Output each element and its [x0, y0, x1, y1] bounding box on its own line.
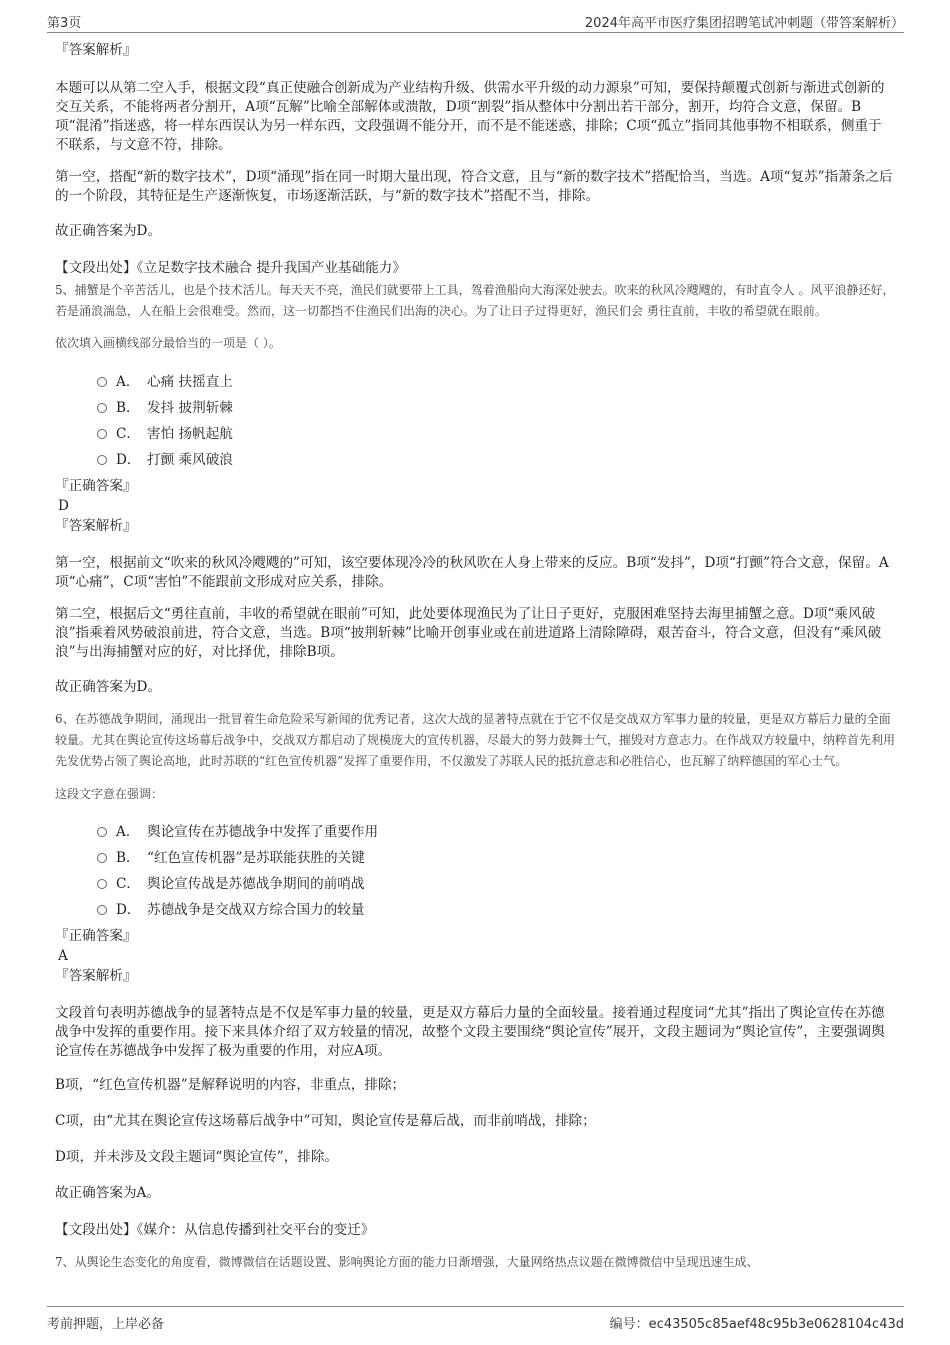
q5-correct-tag: 『正确答案』: [55, 478, 137, 494]
q4-analysis-tag: 『答案解析』: [55, 42, 137, 58]
q6-option-a[interactable]: A． 舆论宣传在苏德战争中发挥了重要作用: [97, 819, 895, 845]
footer-slogan: 考前押题，上岸必备: [47, 1317, 165, 1332]
radio-icon[interactable]: [97, 827, 107, 837]
radio-icon[interactable]: [97, 429, 107, 439]
radio-icon[interactable]: [97, 455, 107, 465]
page-number: 第3页: [47, 16, 82, 31]
q6-analysis-d: D项，并未涉及文段主题词“舆论宣传”，排除。: [55, 1149, 339, 1165]
q5-option-b[interactable]: B． 发抖 披荆斩棘: [97, 395, 895, 421]
q4-analysis-p2: 第一空，搭配“新的数字技术”，D项“涌现”指在同一时期大量出现，符合文意，且与“新的数字技术”搭配恰当，当选。A项“复苏”指萧条之后的一个阶段，其特征是生产逐渐恢复，市场逐渐活跃，与“新的数字技术”搭配不当，排除。: [55, 169, 893, 204]
q5-analysis-p2: 第二空，根据后文“勇往直前，丰收的希望就在眼前”可知，此处要体现渔民为了让日子更好，克服困难坚持去海里捕蟹之意。D项“乘风破浪”指乘着风势破浪前进，符合文意，当选。B项“披荆斩棘”比喻开创事业或在前进道路上清除障碍，艰苦奋斗，符合文意，但没有“乘风破浪”与出海捕蟹对应的好，对比择优，排除B项。: [55, 606, 882, 660]
q5-correct-answer: D: [58, 498, 69, 514]
radio-icon[interactable]: [97, 905, 107, 915]
q5-option-a[interactable]: A． 心痛 扶摇直上: [97, 369, 895, 395]
q6-options: [97, 819, 895, 923]
q6-analysis-b: B项，“红色宣传机器”是解释说明的内容，非重点，排除；: [55, 1077, 406, 1093]
radio-icon[interactable]: [97, 403, 107, 413]
q6-conclusion: 故正确答案为A。: [55, 1185, 160, 1201]
radio-icon[interactable]: [97, 879, 107, 889]
q4-analysis-p1: 本题可以从第二空入手，根据文段“真正使融合创新成为产业结构升级、供需水平升级的动力源泉”可知，要保持颠覆式创新与渐进式创新的交互关系，不能将两者分割开，A项“瓦解”比喻全部解体或溃散，D项“割裂”指从整体中分割出若干部分，割开，均符合文意，保留。B项“混淆”指迷惑，将一样东西误认为另一样东西，文段强调不能分开，而不是不能迷惑，排除；C项“孤立”指同其他事物不相联系，侧重于不联系，与文意不符，排除。: [55, 80, 885, 153]
page-footer: [47, 1306, 904, 1331]
q5-prompt: 依次填入画横线部分最恰当的一项是（ ）。: [55, 336, 281, 350]
q5-option-d[interactable]: D． 打颤 乘风破浪: [97, 447, 895, 473]
q7-stem: 7、从舆论生态变化的角度看，微博微信在话题设置、影响舆论方面的能力日渐增强，大量网络热点议题在微博微信中呈现迅速生成、: [55, 1255, 759, 1269]
q6-correct-answer: A: [58, 948, 68, 964]
q6-prompt: 这段文字意在强调：: [55, 787, 164, 801]
footer-doc-id: 编号：ec43505c85aef48c95b3e0628104c43d: [609, 1317, 904, 1332]
q6-analysis-tag: 『答案解析』: [55, 968, 137, 984]
q6-option-d[interactable]: D． 苏德战争是交战双方综合国力的较量: [97, 897, 895, 923]
page-header: [47, 10, 904, 33]
q5-option-c[interactable]: C． 害怕 扬帆起航: [97, 421, 895, 447]
q5-analysis-tag: 『答案解析』: [55, 518, 137, 534]
radio-icon[interactable]: [97, 853, 107, 863]
q5-stem: 5、捕蟹是个辛苦活儿，也是个技术活儿。每天天不亮，渔民们就要带上工具，驾着渔船向大海深处驶去。吹来的秋风冷飕飕的，有时直令人 。风平浪静还好，若是涌浪湍急，人在船上会很难受。然而，这一切都挡不住渔民们出海的决心。为了让日子过得更好，渔民们会 勇往直前，丰收的希望就在眼前。: [55, 283, 895, 318]
q5-conclusion: 故正确答案为D。: [55, 679, 162, 695]
q6-analysis-c: C项，由“尤其在舆论宣传这场幕后战争中”可知，舆论宣传是幕后战，而非前哨战，排除；: [55, 1113, 596, 1129]
q6-option-b[interactable]: B． “红色宣传机器”是苏联能获胜的关键: [97, 845, 895, 871]
q6-correct-tag: 『正确答案』: [55, 928, 137, 944]
q6-stem: 6、在苏德战争期间，涌现出一批冒着生命危险采写新闻的优秀记者，这次大战的显著特点就在于它不仅是交战双方军事力量的较量，更是双方幕后力量的全面较量。尤其在舆论宣传这场幕后战争中，交战双方都启动了规模庞大的宣传机器，尽最大的努力鼓舞士气，摧毁对方意志力。在作战双方较量中，纳粹首先利用先发优势占领了舆论高地，此时苏联的“红色宣传机器”发挥了重要作用，不仅激发了苏联人民的抵抗意志和必胜信心，也瓦解了纳粹德国的军心士气。: [55, 712, 896, 768]
q5-analysis-p1: 第一空，根据前文“吹来的秋风冷飕飕的”可知，该空要体现冷冷的秋风吹在人身上带来的反应。B项“发抖”，D项“打颤”符合文意，保留。A项“心痛”，C项“害怕”不能跟前文形成对应关系，排除。: [55, 555, 889, 590]
q6-analysis-p1: 文段首句表明苏德战争的显著特点是不仅是军事力量的较量，更是双方幕后力量的全面较量。接着通过程度词“尤其”指出了舆论宣传在苏德战争中发挥的重要作用。接下来具体介绍了双方较量的情况，故整个文段主要围绕“舆论宣传”展开，文段主题词为“舆论宣传”，主要强调舆论宣传在苏德战争中发挥了极为重要的作用，对应A项。: [55, 1005, 885, 1059]
radio-icon[interactable]: [97, 377, 107, 387]
q5-options: [97, 369, 895, 473]
q4-source: 【文段出处】《立足数字技术融合 提升我国产业基础能力》: [55, 260, 406, 276]
q6-option-c[interactable]: C． 舆论宣传战是苏德战争期间的前哨战: [97, 871, 895, 897]
page-content: [55, 40, 895, 1273]
q4-conclusion: 故正确答案为D。: [55, 223, 162, 239]
q6-source: 【文段出处】《媒介：从信息传播到社交平台的变迁》: [55, 1222, 375, 1238]
document-title: 2024年高平市医疗集团招聘笔试冲刺题（带答案解析）: [584, 16, 904, 31]
